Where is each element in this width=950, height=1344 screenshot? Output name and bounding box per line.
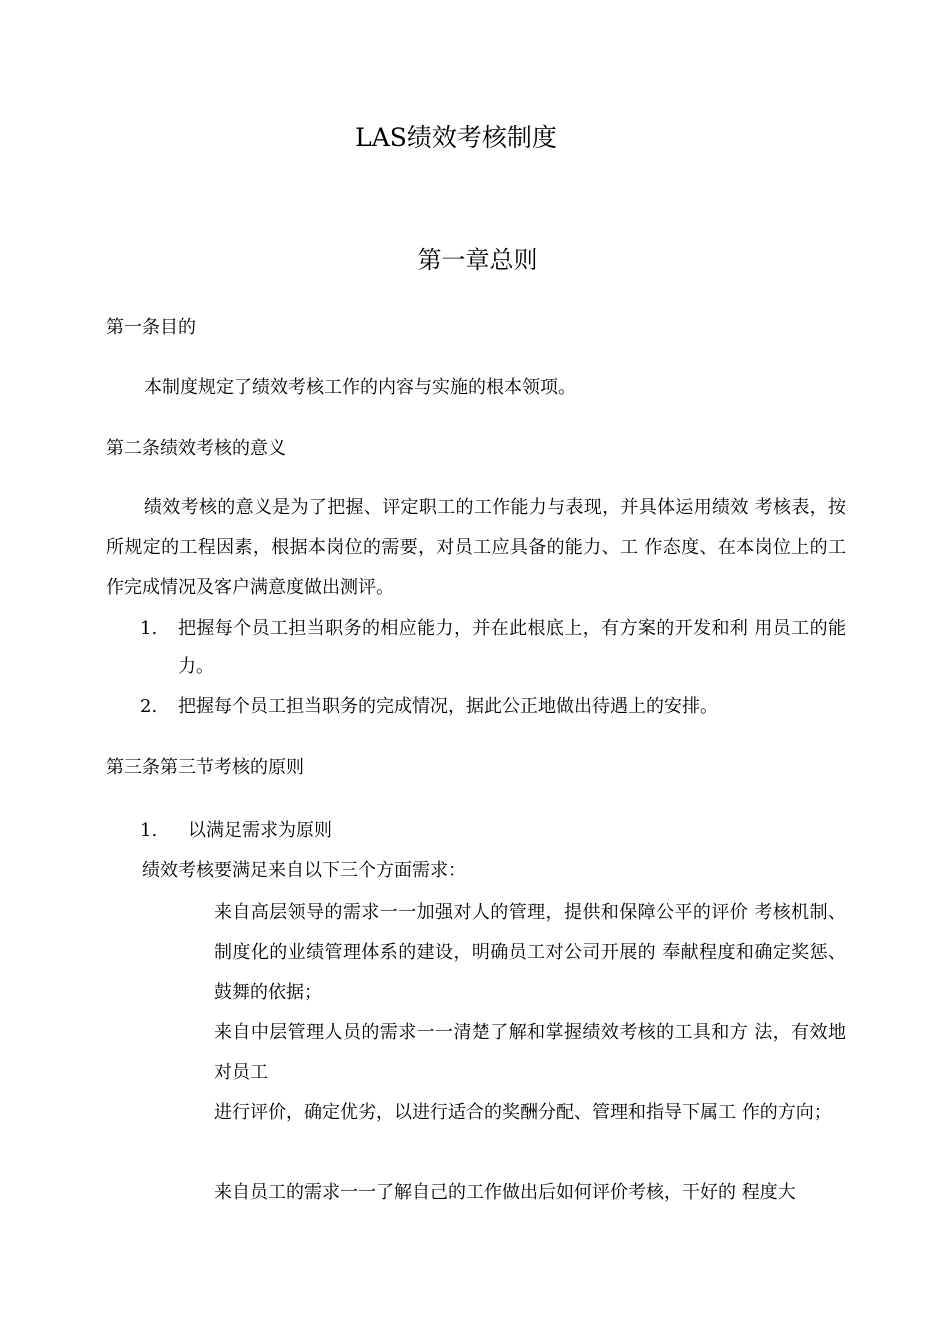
list-text: 把握每个员工担当职务的完成情况，据此公正地做出待遇上的安排。 xyxy=(178,696,718,717)
list-text: 把握每个员工担当职务的相应能力，并在此根底上，有方案的开发和利 用员工的能力。 xyxy=(178,618,846,677)
principle-number: 1. xyxy=(140,820,158,841)
list-item-2 xyxy=(140,688,846,726)
need-paragraph-3: 进行评价，确定优劣，以进行适合的奖酬分配、管理和指导下属工 作的方向； xyxy=(214,1102,832,1123)
need-paragraph-4: 来自员工的需求一一了解自己的工作做出后如何评价考核，干好的 程度大 xyxy=(214,1182,796,1203)
article-2-heading: 第二条绩效考核的意义 xyxy=(106,438,286,459)
needs-intro: 绩效考核要满足来自以下三个方面需求： xyxy=(142,860,466,881)
list-item-1 xyxy=(140,610,846,686)
article-1-body: 本制度规定了绩效考核工作的内容与实施的根本领项。 xyxy=(144,377,576,398)
principle-item-1 xyxy=(140,816,332,846)
chapter-title: 第一章总则 xyxy=(417,246,538,274)
list-number: 2. xyxy=(140,696,158,717)
list-number: 1. xyxy=(140,618,158,639)
article-2-body: 绩效考核的意义是为了把握、评定职工的工作能力与表现，并具体运用绩效 考核表，按所规定的工程因素，根据本岗位的需要，对员工应具备的能力、工 作态度、在本岗位上的工作完成情况及客户满意度做出测评。 xyxy=(106,497,846,598)
document-title: LAS绩效考核制度 xyxy=(355,123,557,152)
article-1-heading: 第一条目的 xyxy=(106,317,196,338)
need-paragraph-1: 来自高层领导的需求一一加强对人的管理，提供和保障公平的评价 考核机制、制度化的业绩管理体系的建设，明确员工对公司开展的 奉献程度和确定奖惩、鼓舞的依据； xyxy=(214,902,846,1003)
article-3-heading: 第三条第三节考核的原则 xyxy=(106,757,304,778)
need-paragraph-2: 来自中层管理人员的需求一一清楚了解和掌握绩效考核的工具和方 法，有效地对员工 xyxy=(214,1022,846,1083)
principle-text: 以满足需求为原则 xyxy=(188,820,332,841)
